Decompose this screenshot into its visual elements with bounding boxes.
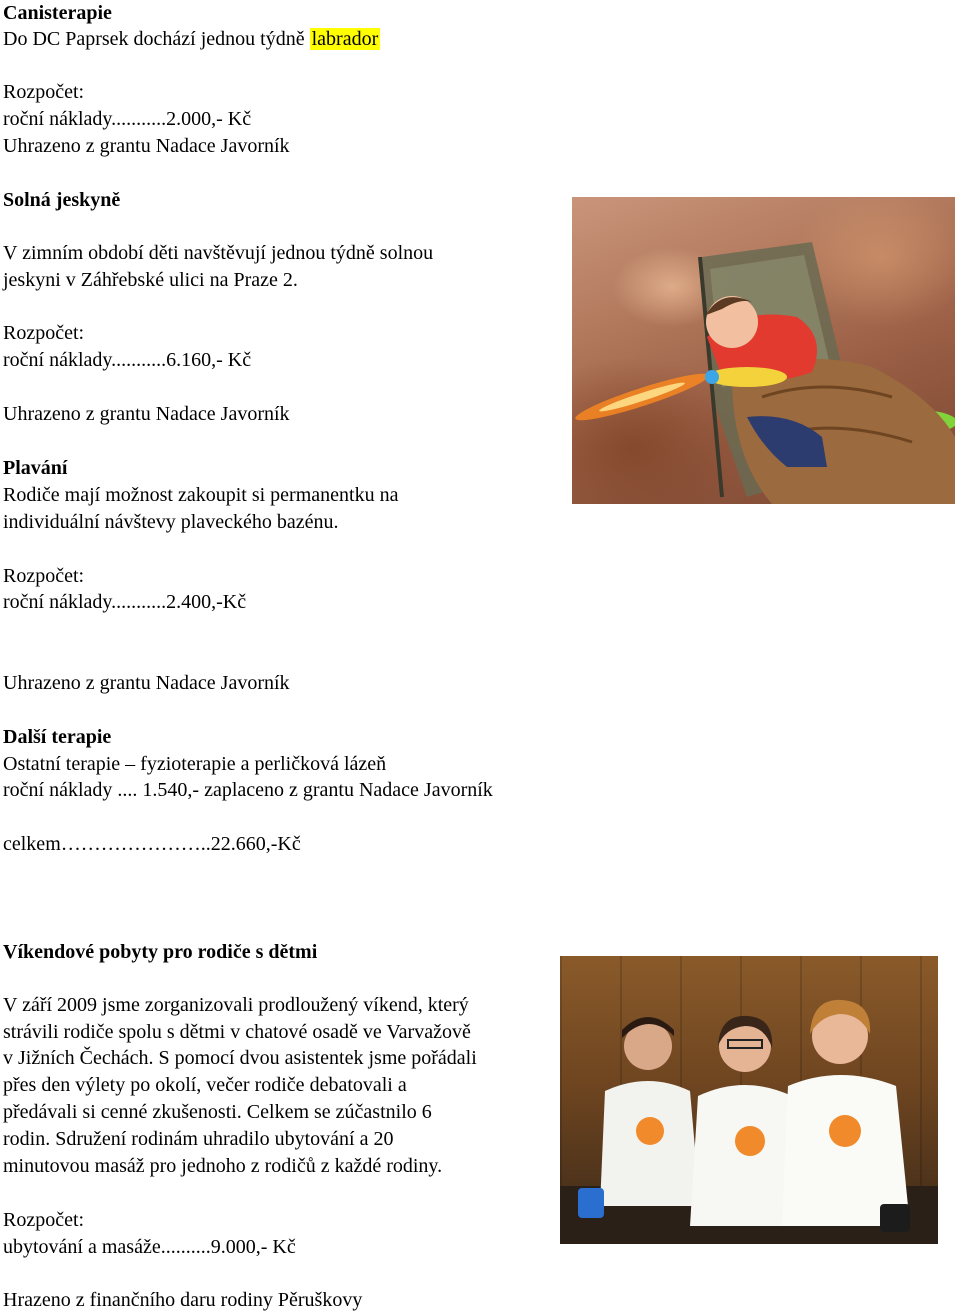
canisterapie-heading: Canisterapie — [3, 2, 112, 24]
weekend-text-line: přes den výlety po okolí, večer rodiče debatovali a — [3, 1074, 407, 1096]
highlighted-word: labrador — [311, 28, 379, 50]
swimming-costs: roční náklady...........2.400,-Kč — [3, 591, 247, 613]
weekend-heading: Víkendové pobyty pro rodiče s dětmi — [3, 941, 318, 963]
weekend-funding: Hrazeno z finančního daru rodiny Pěruškovy — [3, 1289, 363, 1311]
salt-cave-costs: roční náklady...........6.160,- Kč — [3, 349, 252, 371]
weekend-stay-photo-drawing — [560, 956, 938, 1244]
total-costs: celkem…………………..22.660,-Kč — [3, 833, 301, 855]
canisterapie-text — [3, 26, 380, 52]
other-therapy-heading: Další terapie — [3, 726, 112, 748]
weekend-text-line: v Jižních Čechách. S pomocí dvou asistentek jsme pořádali — [3, 1047, 477, 1069]
weekend-stay-photo — [560, 956, 938, 1244]
swimming-funding: Uhrazeno z grantu Nadace Javorník — [3, 672, 290, 694]
swimming-heading: Plavání — [3, 457, 68, 479]
swimming-text-line2: individuální návštevy plaveckého bazénu. — [3, 511, 339, 533]
salt-cave-photo — [572, 197, 955, 504]
other-therapy-text-line2: roční náklady .... 1.540,- zaplaceno z grantu Nadace Javorník — [3, 779, 493, 801]
salt-cave-text-line2: jeskyni v Záhřebské ulici na Praze 2. — [3, 269, 298, 291]
weekend-costs: ubytování a masáže..........9.000,- Kč — [3, 1236, 296, 1258]
weekend-text-line: V září 2009 jsme zorganizovali prodloužený víkend, který — [3, 994, 469, 1016]
salt-cave-funding: Uhrazeno z grantu Nadace Javorník — [3, 403, 290, 425]
weekend-text-line: předávali si cenné zkušenosti. Celkem se zúčastnilo 6 — [3, 1101, 432, 1123]
swimming-text-line1: Rodiče mají možnost zakoupit si permanentku na — [3, 484, 399, 506]
salt-cave-text-line1: V zimním období děti navštěvují jednou týdně solnou — [3, 242, 434, 264]
other-therapy-text-line1: Ostatní terapie – fyzioterapie a perličková lázeň — [3, 753, 387, 775]
canisterapie-budget-label: Rozpočet: — [3, 81, 85, 103]
weekend-text-line: strávili rodiče spolu s dětmi v chatové osadě ve Varvažově — [3, 1021, 471, 1043]
canisterapie-costs: roční náklady...........2.000,- Kč — [3, 108, 252, 130]
salt-cave-budget-label: Rozpočet: — [3, 322, 85, 344]
canisterapie-funding: Uhrazeno z grantu Nadace Javorník — [3, 135, 290, 157]
weekend-text-line: rodin. Sdružení rodinám uhradilo ubytování a 20 — [3, 1128, 394, 1150]
salt-cave-heading: Solná jeskyně — [3, 189, 121, 211]
swimming-budget-label: Rozpočet: — [3, 565, 85, 587]
weekend-budget-label: Rozpočet: — [3, 1209, 85, 1231]
canisterapie-text-before: Do DC Paprsek dochází jednou týdně — [3, 28, 310, 50]
salt-cave-photo-drawing — [572, 197, 955, 504]
weekend-text-line: minutovou masáž pro jednoho z rodičů z každé rodiny. — [3, 1155, 443, 1177]
